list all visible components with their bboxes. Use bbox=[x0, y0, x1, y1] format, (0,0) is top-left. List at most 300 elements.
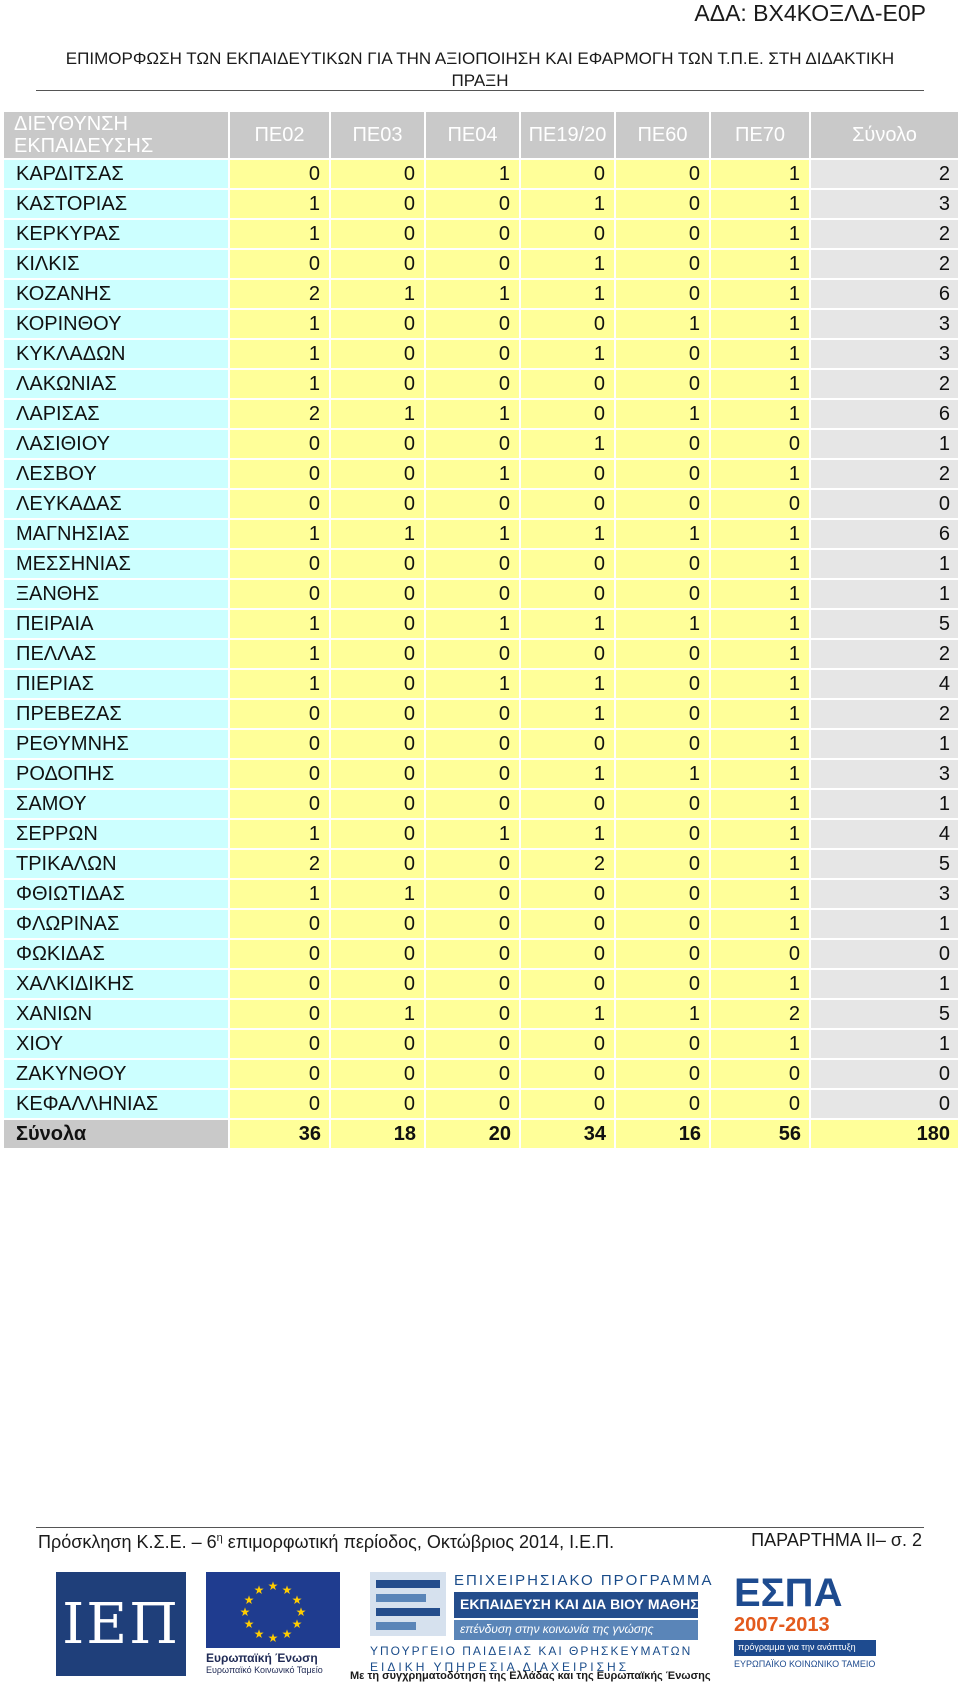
value-cell: 0 bbox=[229, 789, 330, 819]
table-row bbox=[3, 189, 959, 219]
value-cell: 1 bbox=[520, 249, 615, 279]
value-cell: 0 bbox=[425, 699, 520, 729]
value-cell: 0 bbox=[229, 459, 330, 489]
value-cell: 1 bbox=[425, 399, 520, 429]
table-row bbox=[3, 969, 959, 999]
value-cell: 0 bbox=[615, 339, 710, 369]
value-cell: 0 bbox=[520, 369, 615, 399]
value-cell: 0 bbox=[615, 789, 710, 819]
value-cell: 0 bbox=[425, 729, 520, 759]
row-total: 0 bbox=[810, 939, 959, 969]
svg-text:★: ★ bbox=[253, 1583, 265, 1597]
eu-logo bbox=[206, 1572, 340, 1680]
footer-page-label: ΠΑΡΑΡΤΗΜΑ ΙΙ– σ. 2 bbox=[751, 1530, 922, 1550]
row-total: 0 bbox=[810, 1059, 959, 1089]
value-cell: 0 bbox=[330, 459, 425, 489]
table-row bbox=[3, 879, 959, 909]
program-line-4: ΥΠΟΥΡΓΕΙΟ ΠΑΙΔΕΙΑΣ ΚΑΙ ΘΡΗΣΚΕΥΜΑΤΩΝ bbox=[370, 1644, 693, 1658]
value-cell: 1 bbox=[520, 669, 615, 699]
row-total: 1 bbox=[810, 579, 959, 609]
value-cell: 1 bbox=[615, 759, 710, 789]
directorate-name: ΦΩΚΙΔΑΣ bbox=[3, 939, 229, 969]
table-row bbox=[3, 849, 959, 879]
value-cell: 0 bbox=[425, 969, 520, 999]
value-cell: 0 bbox=[615, 219, 710, 249]
value-cell: 0 bbox=[520, 1059, 615, 1089]
value-cell: 0 bbox=[229, 909, 330, 939]
value-cell: 0 bbox=[710, 489, 810, 519]
eu-stars-icon bbox=[206, 1572, 340, 1648]
program-line-1: ΕΠΙΧΕΙΡΗΣΙΑΚΟ ΠΡΟΓΡΑΜΜΑ bbox=[454, 1572, 714, 1589]
value-cell: 0 bbox=[425, 909, 520, 939]
value-cell: 0 bbox=[425, 1029, 520, 1059]
total-pe02: 36 bbox=[229, 1119, 330, 1149]
value-cell: 1 bbox=[520, 609, 615, 639]
value-cell: 0 bbox=[229, 729, 330, 759]
footer-divider bbox=[36, 1527, 924, 1528]
value-cell: 1 bbox=[710, 879, 810, 909]
value-cell: 1 bbox=[710, 699, 810, 729]
value-cell: 0 bbox=[330, 219, 425, 249]
value-cell: 0 bbox=[425, 249, 520, 279]
value-cell: 0 bbox=[425, 489, 520, 519]
value-cell: 0 bbox=[330, 1029, 425, 1059]
value-cell: 0 bbox=[425, 1059, 520, 1089]
table-row bbox=[3, 489, 959, 519]
value-cell: 1 bbox=[425, 669, 520, 699]
column-header-pe19-20: ΠΕ19/20 bbox=[520, 111, 615, 159]
footer-ordinal: η bbox=[216, 1532, 223, 1544]
value-cell: 0 bbox=[425, 339, 520, 369]
value-cell: 1 bbox=[229, 189, 330, 219]
row-total: 5 bbox=[810, 609, 959, 639]
directorate-name: ΡΕΘΥΜΝΗΣ bbox=[3, 729, 229, 759]
value-cell: 0 bbox=[425, 789, 520, 819]
row-total: 2 bbox=[810, 219, 959, 249]
value-cell: 0 bbox=[425, 879, 520, 909]
value-cell: 0 bbox=[425, 429, 520, 459]
value-cell: 0 bbox=[615, 819, 710, 849]
value-cell: 1 bbox=[229, 609, 330, 639]
value-cell: 1 bbox=[710, 249, 810, 279]
value-cell: 0 bbox=[330, 1089, 425, 1119]
value-cell: 0 bbox=[520, 399, 615, 429]
value-cell: 0 bbox=[330, 249, 425, 279]
value-cell: 1 bbox=[710, 549, 810, 579]
table-row bbox=[3, 909, 959, 939]
svg-text:★: ★ bbox=[243, 1617, 255, 1631]
table-row bbox=[3, 1089, 959, 1119]
directorate-name: ΠΙΕΡΙΑΣ bbox=[3, 669, 229, 699]
row-total: 2 bbox=[810, 249, 959, 279]
value-cell: 0 bbox=[615, 159, 710, 189]
value-cell: 0 bbox=[425, 369, 520, 399]
value-cell: 0 bbox=[229, 969, 330, 999]
value-cell: 0 bbox=[710, 429, 810, 459]
value-cell: 0 bbox=[615, 459, 710, 489]
directorate-name: ΛΑΡΙΣΑΣ bbox=[3, 399, 229, 429]
table-row bbox=[3, 1059, 959, 1089]
totals-label: Σύνολα bbox=[3, 1119, 229, 1149]
value-cell: 1 bbox=[425, 519, 520, 549]
value-cell: 1 bbox=[710, 789, 810, 819]
table-row bbox=[3, 999, 959, 1029]
table-row bbox=[3, 939, 959, 969]
value-cell: 0 bbox=[330, 669, 425, 699]
directorate-name: ΛΑΣΙΘΙΟΥ bbox=[3, 429, 229, 459]
total-pe19-20: 34 bbox=[520, 1119, 615, 1149]
svg-text:★: ★ bbox=[267, 1631, 279, 1645]
value-cell: 1 bbox=[229, 669, 330, 699]
value-cell: 0 bbox=[330, 369, 425, 399]
row-total: 6 bbox=[810, 519, 959, 549]
row-total: 0 bbox=[810, 1089, 959, 1119]
value-cell: 1 bbox=[229, 639, 330, 669]
value-cell: 1 bbox=[710, 189, 810, 219]
table-body bbox=[3, 159, 959, 1119]
value-cell: 0 bbox=[330, 699, 425, 729]
value-cell: 0 bbox=[330, 189, 425, 219]
value-cell: 0 bbox=[615, 429, 710, 459]
row-total: 5 bbox=[810, 849, 959, 879]
value-cell: 0 bbox=[520, 1089, 615, 1119]
value-cell: 0 bbox=[229, 1089, 330, 1119]
espa-tagline: πρόγραμμα για την ανάπτυξη bbox=[734, 1640, 876, 1656]
value-cell: 1 bbox=[615, 609, 710, 639]
table-row bbox=[3, 729, 959, 759]
value-cell: 0 bbox=[615, 879, 710, 909]
directorate-name: ΜΑΓΝΗΣΙΑΣ bbox=[3, 519, 229, 549]
value-cell: 0 bbox=[330, 639, 425, 669]
program-emblem-icon bbox=[370, 1572, 446, 1636]
directorate-name: ΠΡΕΒΕΖΑΣ bbox=[3, 699, 229, 729]
table-row bbox=[3, 399, 959, 429]
value-cell: 0 bbox=[229, 699, 330, 729]
row-total: 5 bbox=[810, 999, 959, 1029]
value-cell: 0 bbox=[229, 939, 330, 969]
value-cell: 0 bbox=[615, 1059, 710, 1089]
value-cell: 1 bbox=[520, 519, 615, 549]
row-total: 2 bbox=[810, 639, 959, 669]
grand-total: 180 bbox=[810, 1119, 959, 1149]
value-cell: 0 bbox=[520, 729, 615, 759]
value-cell: 0 bbox=[229, 429, 330, 459]
row-total: 4 bbox=[810, 819, 959, 849]
value-cell: 0 bbox=[615, 699, 710, 729]
value-cell: 1 bbox=[710, 519, 810, 549]
value-cell: 0 bbox=[615, 369, 710, 399]
svg-text:★: ★ bbox=[291, 1617, 303, 1631]
value-cell: 0 bbox=[330, 939, 425, 969]
value-cell: 1 bbox=[710, 369, 810, 399]
value-cell: 0 bbox=[520, 639, 615, 669]
value-cell: 1 bbox=[520, 699, 615, 729]
value-cell: 0 bbox=[229, 999, 330, 1029]
directorate-name: ΛΕΥΚΑΔΑΣ bbox=[3, 489, 229, 519]
directorate-name: ΠΕΛΛΑΣ bbox=[3, 639, 229, 669]
value-cell: 0 bbox=[425, 549, 520, 579]
value-cell: 1 bbox=[425, 819, 520, 849]
value-cell: 0 bbox=[330, 609, 425, 639]
value-cell: 2 bbox=[710, 999, 810, 1029]
total-pe03: 18 bbox=[330, 1119, 425, 1149]
value-cell: 0 bbox=[330, 849, 425, 879]
row-total: 1 bbox=[810, 789, 959, 819]
value-cell: 0 bbox=[615, 189, 710, 219]
value-cell: 1 bbox=[330, 879, 425, 909]
value-cell: 1 bbox=[425, 279, 520, 309]
row-total: 3 bbox=[810, 189, 959, 219]
program-logo bbox=[370, 1572, 714, 1682]
row-total: 3 bbox=[810, 309, 959, 339]
value-cell: 1 bbox=[615, 999, 710, 1029]
eu-subcaption: Ευρωπαϊκό Κοινωνικό Ταμείο bbox=[206, 1665, 323, 1675]
table-row bbox=[3, 549, 959, 579]
total-pe70: 56 bbox=[710, 1119, 810, 1149]
table-row bbox=[3, 1029, 959, 1059]
value-cell: 2 bbox=[520, 849, 615, 879]
value-cell: 0 bbox=[330, 909, 425, 939]
value-cell: 0 bbox=[615, 579, 710, 609]
directorate-name: ΚΟΡΙΝΘΟΥ bbox=[3, 309, 229, 339]
table-row bbox=[3, 609, 959, 639]
table-row bbox=[3, 249, 959, 279]
row-total: 2 bbox=[810, 159, 959, 189]
svg-text:★: ★ bbox=[291, 1593, 303, 1607]
value-cell: 0 bbox=[330, 549, 425, 579]
value-cell: 0 bbox=[520, 219, 615, 249]
value-cell: 0 bbox=[229, 1029, 330, 1059]
value-cell: 0 bbox=[615, 1029, 710, 1059]
directorate-name: ΚΑΣΤΟΡΙΑΣ bbox=[3, 189, 229, 219]
value-cell: 1 bbox=[330, 279, 425, 309]
svg-text:★: ★ bbox=[295, 1605, 307, 1619]
table-row bbox=[3, 759, 959, 789]
value-cell: 0 bbox=[520, 909, 615, 939]
table-row bbox=[3, 459, 959, 489]
value-cell: 0 bbox=[229, 549, 330, 579]
value-cell: 0 bbox=[520, 1029, 615, 1059]
row-total: 1 bbox=[810, 969, 959, 999]
value-cell: 0 bbox=[425, 759, 520, 789]
value-cell: 0 bbox=[710, 939, 810, 969]
value-cell: 1 bbox=[425, 609, 520, 639]
column-header-total: Σύνολο bbox=[810, 111, 959, 159]
value-cell: 1 bbox=[229, 369, 330, 399]
directorate-name: ΧΑΝΙΩΝ bbox=[3, 999, 229, 1029]
value-cell: 1 bbox=[615, 519, 710, 549]
value-cell: 1 bbox=[229, 219, 330, 249]
value-cell: 1 bbox=[710, 639, 810, 669]
table-row bbox=[3, 279, 959, 309]
value-cell: 0 bbox=[425, 309, 520, 339]
directorate-name: ΡΟΔΟΠΗΣ bbox=[3, 759, 229, 789]
value-cell: 1 bbox=[330, 999, 425, 1029]
value-cell: 1 bbox=[520, 339, 615, 369]
espa-logo bbox=[734, 1572, 890, 1676]
svg-text:★: ★ bbox=[243, 1593, 255, 1607]
directorate-name: ΧΙΟΥ bbox=[3, 1029, 229, 1059]
directorate-name: ΦΘΙΩΤΙΔΑΣ bbox=[3, 879, 229, 909]
header-divider bbox=[36, 90, 924, 91]
value-cell: 0 bbox=[330, 1059, 425, 1089]
table-row bbox=[3, 699, 959, 729]
value-cell: 1 bbox=[710, 729, 810, 759]
value-cell: 0 bbox=[615, 849, 710, 879]
value-cell: 0 bbox=[330, 969, 425, 999]
row-total: 0 bbox=[810, 489, 959, 519]
table-row bbox=[3, 819, 959, 849]
program-line-3: επένδυση στην κοινωνία της γνώσης bbox=[454, 1620, 698, 1640]
value-cell: 0 bbox=[425, 939, 520, 969]
value-cell: 0 bbox=[520, 579, 615, 609]
value-cell: 0 bbox=[615, 1089, 710, 1119]
value-cell: 0 bbox=[520, 879, 615, 909]
value-cell: 1 bbox=[710, 309, 810, 339]
directorate-name: ΜΕΣΣΗΝΙΑΣ bbox=[3, 549, 229, 579]
total-pe04: 20 bbox=[425, 1119, 520, 1149]
directorate-name: ΠΕΙΡΑΙΑ bbox=[3, 609, 229, 639]
value-cell: 1 bbox=[615, 399, 710, 429]
value-cell: 1 bbox=[710, 669, 810, 699]
footer-invitation-rest: επιμορφωτική περίοδος, Οκτώβριος 2014, Ι.Ε.Π. bbox=[222, 1532, 615, 1552]
program-line-5: ΕΙΔΙΚΗ ΥΠΗΡΕΣΙΑ ΔΙΑΧΕΙΡΙΣΗΣ bbox=[370, 1660, 630, 1674]
table-row bbox=[3, 579, 959, 609]
espa-fund: ΕΥΡΩΠΑΪΚΟ ΚΟΙΝΩΝΙΚΟ ΤΑΜΕΙΟ bbox=[734, 1659, 876, 1669]
directorate-name: ΚΑΡΔΙΤΣΑΣ bbox=[3, 159, 229, 189]
value-cell: 1 bbox=[710, 339, 810, 369]
value-cell: 0 bbox=[330, 309, 425, 339]
row-total: 1 bbox=[810, 429, 959, 459]
directorate-table bbox=[2, 110, 960, 1150]
value-cell: 1 bbox=[710, 219, 810, 249]
row-total: 1 bbox=[810, 909, 959, 939]
value-cell: 1 bbox=[615, 309, 710, 339]
table-row bbox=[3, 789, 959, 819]
row-total: 3 bbox=[810, 339, 959, 369]
row-total: 2 bbox=[810, 699, 959, 729]
directorate-name: ΞΑΝΘΗΣ bbox=[3, 579, 229, 609]
row-total: 6 bbox=[810, 279, 959, 309]
value-cell: 1 bbox=[710, 609, 810, 639]
directorate-name: ΤΡΙΚΑΛΩΝ bbox=[3, 849, 229, 879]
svg-text:★: ★ bbox=[267, 1579, 279, 1593]
eu-caption: Ευρωπαϊκή Ένωση bbox=[206, 1651, 318, 1665]
directorate-name: ΦΛΩΡΙΝΑΣ bbox=[3, 909, 229, 939]
value-cell: 0 bbox=[330, 579, 425, 609]
table-row bbox=[3, 369, 959, 399]
column-header-pe04: ΠΕ04 bbox=[425, 111, 520, 159]
value-cell: 1 bbox=[229, 309, 330, 339]
value-cell: 0 bbox=[229, 579, 330, 609]
table-row bbox=[3, 669, 959, 699]
directorate-name: ΣΕΡΡΩΝ bbox=[3, 819, 229, 849]
value-cell: 0 bbox=[330, 819, 425, 849]
table-row bbox=[3, 159, 959, 189]
value-cell: 0 bbox=[615, 549, 710, 579]
value-cell: 0 bbox=[615, 969, 710, 999]
value-cell: 0 bbox=[520, 969, 615, 999]
footer-invitation bbox=[38, 1532, 614, 1553]
value-cell: 1 bbox=[425, 459, 520, 489]
value-cell: 2 bbox=[229, 849, 330, 879]
program-stripes-icon bbox=[370, 1572, 446, 1636]
row-total: 2 bbox=[810, 459, 959, 489]
value-cell: 1 bbox=[710, 459, 810, 489]
value-cell: 0 bbox=[520, 159, 615, 189]
row-total: 4 bbox=[810, 669, 959, 699]
iep-logo-text: ΙΕΠ bbox=[62, 1591, 180, 1657]
value-cell: 0 bbox=[330, 729, 425, 759]
program-line-2: ΕΚΠΑΙΔΕΥΣΗ ΚΑΙ ΔΙΑ ΒΙΟΥ ΜΑΘΗΣΗ bbox=[454, 1592, 698, 1618]
value-cell: 0 bbox=[330, 759, 425, 789]
row-total: 1 bbox=[810, 1029, 959, 1059]
column-header-pe70: ΠΕ70 bbox=[710, 111, 810, 159]
column-header-directorate: ΔΙΕΥΘΥΝΣΗ ΕΚΠΑΙΔΕΥΣΗΣ bbox=[3, 111, 229, 159]
document-header-title: ΕΠΙΜΟΡΦΩΣΗ ΤΩΝ ΕΚΠΑΙΔΕΥΤΙΚΩΝ ΓΙΑ ΤΗΝ ΑΞΙΟΠΟΙΗΣΗ ΚΑΙ ΕΦΑΡΜΟΓΗ ΤΩΝ Τ.Π.Ε. ΣΤΗ ΔΙΔΑΚΤΙΚΗ ΠΡΑΞΗ bbox=[65, 49, 895, 90]
directorate-name: ΚΥΚΛΑΔΩΝ bbox=[3, 339, 229, 369]
value-cell: 2 bbox=[229, 279, 330, 309]
table-row bbox=[3, 429, 959, 459]
value-cell: 1 bbox=[520, 759, 615, 789]
table-row bbox=[3, 639, 959, 669]
value-cell: 0 bbox=[229, 489, 330, 519]
value-cell: 1 bbox=[425, 159, 520, 189]
value-cell: 0 bbox=[425, 1089, 520, 1119]
value-cell: 1 bbox=[520, 429, 615, 459]
ada-code: ΑΔΑ: ΒΧ4ΚΟΞΛΔ-Ε0Ρ bbox=[694, 0, 926, 26]
column-header-pe02: ΠΕ02 bbox=[229, 111, 330, 159]
table-row bbox=[3, 339, 959, 369]
value-cell: 1 bbox=[520, 189, 615, 219]
row-total: 2 bbox=[810, 369, 959, 399]
value-cell: 0 bbox=[615, 489, 710, 519]
row-total: 6 bbox=[810, 399, 959, 429]
value-cell: 0 bbox=[615, 249, 710, 279]
value-cell: 0 bbox=[615, 279, 710, 309]
value-cell: 1 bbox=[229, 519, 330, 549]
value-cell: 1 bbox=[710, 279, 810, 309]
value-cell: 0 bbox=[520, 549, 615, 579]
value-cell: 0 bbox=[425, 579, 520, 609]
espa-years: 2007-2013 bbox=[734, 1614, 830, 1636]
value-cell: 1 bbox=[330, 399, 425, 429]
value-cell: 0 bbox=[425, 639, 520, 669]
footer-invitation-text: Πρόσκληση Κ.Σ.Ε. – 6 bbox=[38, 1532, 217, 1552]
cofunding-note: Με τη συγχρηματοδότηση της Ελλάδας και της Ευρωπαϊκής Ένωσης bbox=[350, 1670, 711, 1682]
value-cell: 1 bbox=[710, 909, 810, 939]
value-cell: 0 bbox=[615, 639, 710, 669]
totals-row bbox=[3, 1119, 959, 1149]
value-cell: 1 bbox=[710, 819, 810, 849]
value-cell: 1 bbox=[710, 759, 810, 789]
directorate-name: ΛΑΚΩΝΙΑΣ bbox=[3, 369, 229, 399]
value-cell: 0 bbox=[330, 789, 425, 819]
value-cell: 0 bbox=[710, 1089, 810, 1119]
value-cell: 1 bbox=[330, 519, 425, 549]
value-cell: 0 bbox=[425, 189, 520, 219]
table-row bbox=[3, 519, 959, 549]
value-cell: 0 bbox=[330, 429, 425, 459]
value-cell: 1 bbox=[710, 969, 810, 999]
directorate-name: ΧΑΛΚΙΔΙΚΗΣ bbox=[3, 969, 229, 999]
value-cell: 1 bbox=[710, 159, 810, 189]
directorate-name: ΚΕΦΑΛΛΗΝΙΑΣ bbox=[3, 1089, 229, 1119]
iep-logo bbox=[56, 1572, 186, 1676]
value-cell: 2 bbox=[229, 399, 330, 429]
svg-text:★: ★ bbox=[281, 1583, 293, 1597]
value-cell: 0 bbox=[229, 159, 330, 189]
